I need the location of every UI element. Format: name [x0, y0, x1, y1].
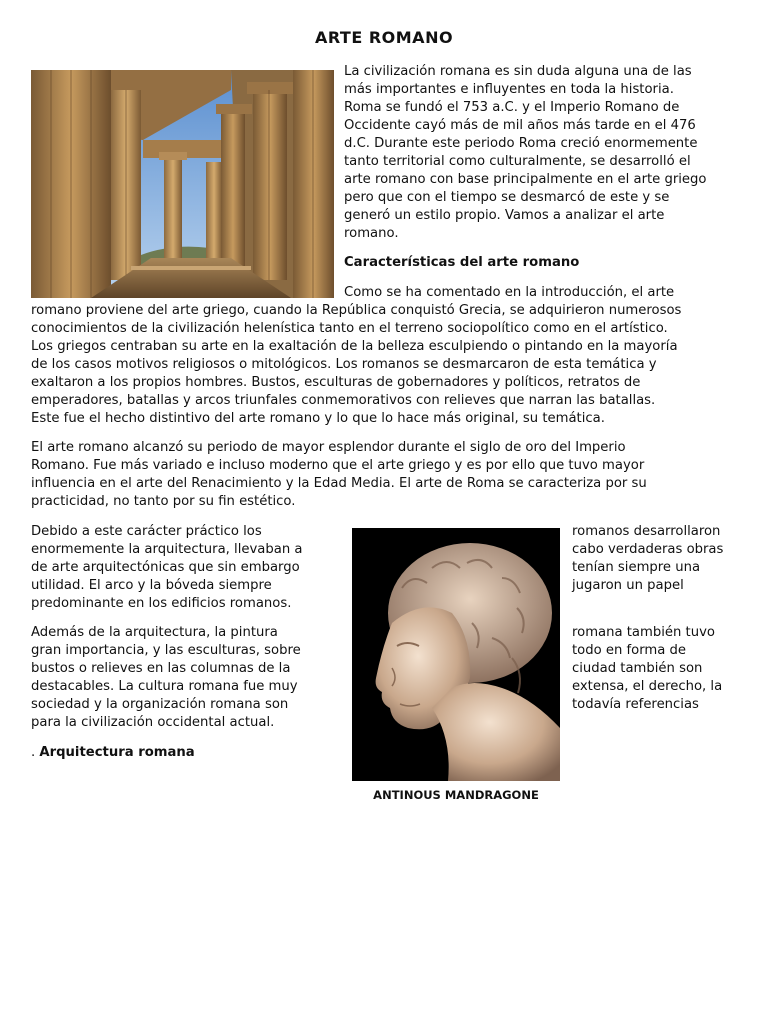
- text-line: conocimientos de la civilización helenística tanto en el terreno sociopolítico como en el artístico.: [31, 321, 668, 336]
- heading-caracteristicas: Características del arte romano: [344, 255, 580, 270]
- pintura-right-column: [572, 624, 762, 714]
- text-line: ciudad también son: [572, 661, 703, 676]
- text-line: enormemente la arquitectura, llevaban a: [31, 542, 303, 557]
- caracteristicas-first-line: Como se ha comentado en la introducción, el arte: [344, 285, 675, 300]
- heading-arquitectura-text: Arquitectura romana: [39, 745, 195, 760]
- text-line: El arte romano alcanzó su periodo de mayor esplendor durante el siglo de oro del Imperio: [31, 440, 626, 455]
- text-line: romana también tuvo: [572, 625, 715, 640]
- text-line: gran importancia, y las esculturas, sobre: [31, 643, 301, 658]
- text-line: Romano. Fue más variado e incluso moderno que el arte griego y es por ello que tuvo mayor: [31, 458, 645, 473]
- text-line: Occidente cayó más de mil años más tarde en el 476: [344, 118, 696, 133]
- practico-right-column: [572, 523, 762, 595]
- text-line: bustos o relieves en las columnas de la: [31, 661, 291, 676]
- text-line: romano.: [344, 226, 399, 241]
- text-line: practicidad, no tanto por su fin estético.: [31, 494, 296, 509]
- text-line: para la civilización occidental actual.: [31, 715, 275, 730]
- text-line: Además de la arquitectura, la pintura: [31, 625, 278, 640]
- text-line: romanos desarrollaron: [572, 524, 721, 539]
- text-line: todavía referencias: [572, 697, 699, 712]
- heading-arquitectura: [31, 744, 195, 762]
- text-line: cabo verdaderas obras: [572, 542, 724, 557]
- text-line: tenían siempre una: [572, 560, 701, 575]
- text-line: de los casos motivos religiosos o mitológicos. Los romanos se desmarcaron de esta temática y: [31, 357, 657, 372]
- page-title: ARTE ROMANO: [314, 28, 454, 47]
- text-line: Los griegos centraban su arte en la exaltación de la belleza esculpiendo o pintando en la mayoría: [31, 339, 678, 354]
- text-line: sociedad y la organización romana son: [31, 697, 289, 712]
- text-line: generó un estilo propio. Vamos a analizar el arte: [344, 208, 665, 223]
- text-line: extensa, el derecho, la: [572, 679, 723, 694]
- text-line: pero que con el tiempo se desmarcó de este y se: [344, 190, 670, 205]
- antinous-bust-image: [352, 528, 560, 781]
- text-line: Este fue el hecho distintivo del arte romano y lo que lo hace más original, su temática.: [31, 411, 605, 426]
- bust-caption: ANTINOUS MANDRAGONE: [373, 788, 539, 802]
- text-line: jugaron un papel: [572, 578, 684, 593]
- text-line: La civilización romana es sin duda alguna una de las: [344, 64, 692, 79]
- text-line: emperadores, batallas y arcos triunfales conmemorativos con relieves que narran las batallas.: [31, 393, 656, 408]
- intro-paragraph: [344, 63, 744, 243]
- text-line: destacables. La cultura romana fue muy: [31, 679, 298, 694]
- text-line: Roma se fundó el 753 a.C. y el Imperio Romano de: [344, 100, 680, 115]
- text-line: predominante en los edificios romanos.: [31, 596, 292, 611]
- caracteristicas-paragraph: [31, 302, 751, 428]
- pintura-left-column: [31, 624, 349, 732]
- temple-columns-image: [31, 70, 334, 298]
- text-line: influencia en el arte del Renacimiento y la Edad Media. El arte de Roma se caracteriza por su: [31, 476, 647, 491]
- text-line: romano proviene del arte griego, cuando la República conquistó Grecia, se adquirieron numerosos: [31, 303, 682, 318]
- practico-left-column: [31, 523, 349, 613]
- text-line: exaltaron a los propios hombres. Bustos, esculturas de gobernadores y políticos, retratos de: [31, 375, 641, 390]
- text-line: Debido a este carácter práctico los: [31, 524, 262, 539]
- text-line: todo en forma de: [572, 643, 687, 658]
- text-line: de arte arquitectónicas que sin embargo: [31, 560, 300, 575]
- esplendor-paragraph: [31, 439, 751, 511]
- text-line: arte romano con base principalmente en el arte griego: [344, 172, 707, 187]
- heading-bullet: .: [31, 745, 40, 760]
- text-line: tanto territorial como culturalmente, se desarrolló el: [344, 154, 691, 169]
- text-line: d.C. Durante este periodo Roma creció enormemente: [344, 136, 698, 151]
- text-line: más importantes e influyentes en toda la historia.: [344, 82, 674, 97]
- text-line: utilidad. El arco y la bóveda siempre: [31, 578, 272, 593]
